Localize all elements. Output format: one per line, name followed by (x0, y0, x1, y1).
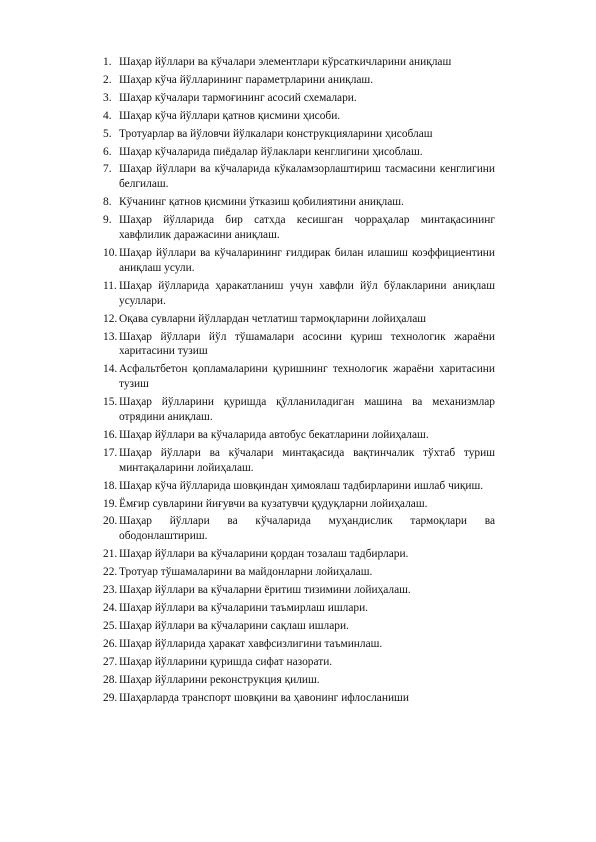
list-item-number: 8. (103, 196, 112, 209)
list-item-number: 3. (103, 91, 112, 104)
list-item-text: Шаҳар йўллари ва кўчаларини сақлаш ишлари. (119, 619, 349, 632)
list-item-number: 23. (103, 584, 118, 597)
list-item (103, 514, 495, 544)
list-item-text: Шаҳар кўча йўлларининг параметрларини аниқлаш. (119, 73, 374, 86)
list-item (103, 565, 495, 580)
list-item-text: Кўчанинг қатнов қисмини ўтказиш қобилиятини аниқлаш. (119, 196, 404, 209)
list-item-text: Шаҳар йўлларида бир сатхда кесишган чорраҳалар минтақасининг хавфлилик даражасини аниқлаш. (119, 214, 495, 242)
list-item-text: Шаҳар кўча йўллари қатнов қисмини ҳисоби. (119, 109, 341, 122)
list-item (103, 145, 495, 160)
list-item-number: 12. (103, 312, 118, 325)
list-item (103, 691, 495, 706)
list-item (103, 213, 495, 243)
list-item (103, 619, 495, 634)
list-item-text: Шаҳар йўллари ва кўчаларининг ғилдирак билан илашиш коэффициентини аниқлаш усули. (119, 246, 495, 274)
list-item (103, 312, 495, 327)
list-item-number: 7. (103, 163, 112, 176)
list-item (103, 330, 495, 360)
list-item-text: Шаҳар йўлларини қуришда қўлланиладиган машина ва механизмлар отрядини аниқлаш. (119, 396, 495, 424)
list-item-text: Тротуар тўшамаларини ва майдонларни лойиҳалаш. (119, 566, 373, 579)
list-item-text: Шаҳар йўллари ва кўчаларни ёритиш тизимини лойиҳалаш. (119, 584, 411, 597)
list-item (103, 446, 495, 476)
list-item-text: Тротуарлар ва йўловчи йўлкалари конструкцияларини ҳисоблаш (119, 127, 433, 140)
list-item-number: 19. (103, 497, 118, 510)
list-item (103, 479, 495, 494)
list-item (103, 673, 495, 688)
list-item (103, 637, 495, 652)
list-item-text: Шаҳар йўллари ва кўчаларини таъмирлаш ишлари. (119, 602, 369, 614)
list-item-text: Ёмғир сувларини йиғувчи ва кузатувчи қудуқларни лойиҳалаш. (119, 497, 428, 510)
list-item-number: 17. (103, 446, 118, 459)
list-item-number: 16. (103, 428, 118, 441)
list-item (103, 428, 495, 443)
list-item (103, 109, 495, 124)
list-item-text: Шаҳар кўча йўлларида шовқиндан ҳимоялаш тадбирларини ишлаб чиқиш. (119, 479, 484, 492)
list-item-number: 9. (103, 214, 112, 227)
list-item (103, 162, 495, 192)
list-item (103, 395, 495, 425)
list-item-text: Шаҳар йўллари ва кўчаларида кўкаламзорлаштириш тасмасини кенглигини белгилаш. (119, 163, 495, 191)
list-item-number: 6. (103, 145, 112, 158)
list-item-text: Шаҳар йўллари йўл тўшамалари асосини қуриш технологик жараёни харитасини тузиш (119, 330, 495, 358)
list-item-text: Оқава сувларни йўллардан четлатиш тармоқларини лойиҳалаш (119, 312, 427, 325)
list-item-number: 20. (103, 515, 118, 528)
list-item (103, 127, 495, 142)
list-item-text: Шаҳар йўллари ва кўчаларида автобус бекатларини лойиҳалаш. (119, 428, 429, 441)
list-item-number: 11. (103, 279, 117, 292)
list-item-number: 5. (103, 127, 112, 140)
list-item-number: 26. (103, 637, 118, 650)
list-item-text: Шаҳар йўлларини қуришда сифат назорати. (119, 655, 333, 668)
list-item (103, 497, 495, 512)
list-item-number: 2. (103, 73, 112, 86)
list-item-number: 28. (103, 673, 118, 686)
list-item (103, 279, 495, 309)
list-item-number: 10. (103, 246, 118, 259)
list-item (103, 91, 495, 106)
list-item-number: 29. (103, 691, 118, 704)
list-item-number: 4. (103, 109, 112, 122)
list-item-text: Шаҳар йўллари ва кўчалари минтақасида вақтинчалик тўхтаб туриш минтақаларини лойиҳалаш. (119, 446, 495, 474)
topic-list (103, 55, 495, 705)
list-item-text: Шаҳар йўлларида ҳаракат хавфсизлигини таъминлаш. (119, 637, 383, 650)
list-item-number: 15. (103, 396, 118, 409)
list-item-text: Шаҳар кўчалари тармоғининг асосий схемалари. (119, 91, 357, 104)
list-item-text: Шаҳар йўллари ва кўчалари элементлари кўрсаткичларини аниқлаш (119, 56, 452, 68)
list-item-text: Шаҳар йўллари ва кўчаларида муҳандислик тармоқлари ва ободонлаштириш. (119, 515, 495, 543)
list-item (103, 73, 495, 88)
list-item-text: Шаҳар йўллари ва кўчаларини қордан тозалаш тадбирлари. (119, 548, 409, 561)
list-item (103, 246, 495, 276)
list-item (103, 601, 495, 616)
list-item-text: Асфальтбетон қопламаларини қуришнинг технологик жараёни харитасини тузиш (119, 363, 495, 391)
list-item-text: Шаҳар йўлларида ҳаракатланиш учун хавфли йўл бўлакларини аниқлаш усуллари. (119, 279, 495, 307)
list-item-text: Шаҳарларда транспорт шовқини ва ҳавонинг ифлосланиши (119, 691, 409, 704)
list-item (103, 655, 495, 670)
list-item (103, 362, 495, 392)
list-item-number: 24. (103, 602, 118, 614)
list-item-text: Шаҳар кўчаларида пиёдалар йўлаклари кенглигини ҳисоблаш. (119, 145, 423, 158)
list-item-number: 1. (103, 56, 112, 68)
list-item (103, 55, 495, 70)
list-item-number: 13. (103, 330, 118, 343)
list-item-text: Шаҳар йўлларини реконструкция қилиш. (119, 673, 320, 686)
list-item-number: 18. (103, 479, 118, 492)
list-item (103, 547, 495, 562)
list-item (103, 195, 495, 210)
list-item (103, 583, 495, 598)
list-item-number: 25. (103, 619, 118, 632)
list-item-number: 14. (103, 363, 118, 376)
list-item-number: 27. (103, 655, 118, 668)
list-item-number: 22. (103, 566, 118, 579)
list-item-number: 21. (103, 548, 118, 561)
